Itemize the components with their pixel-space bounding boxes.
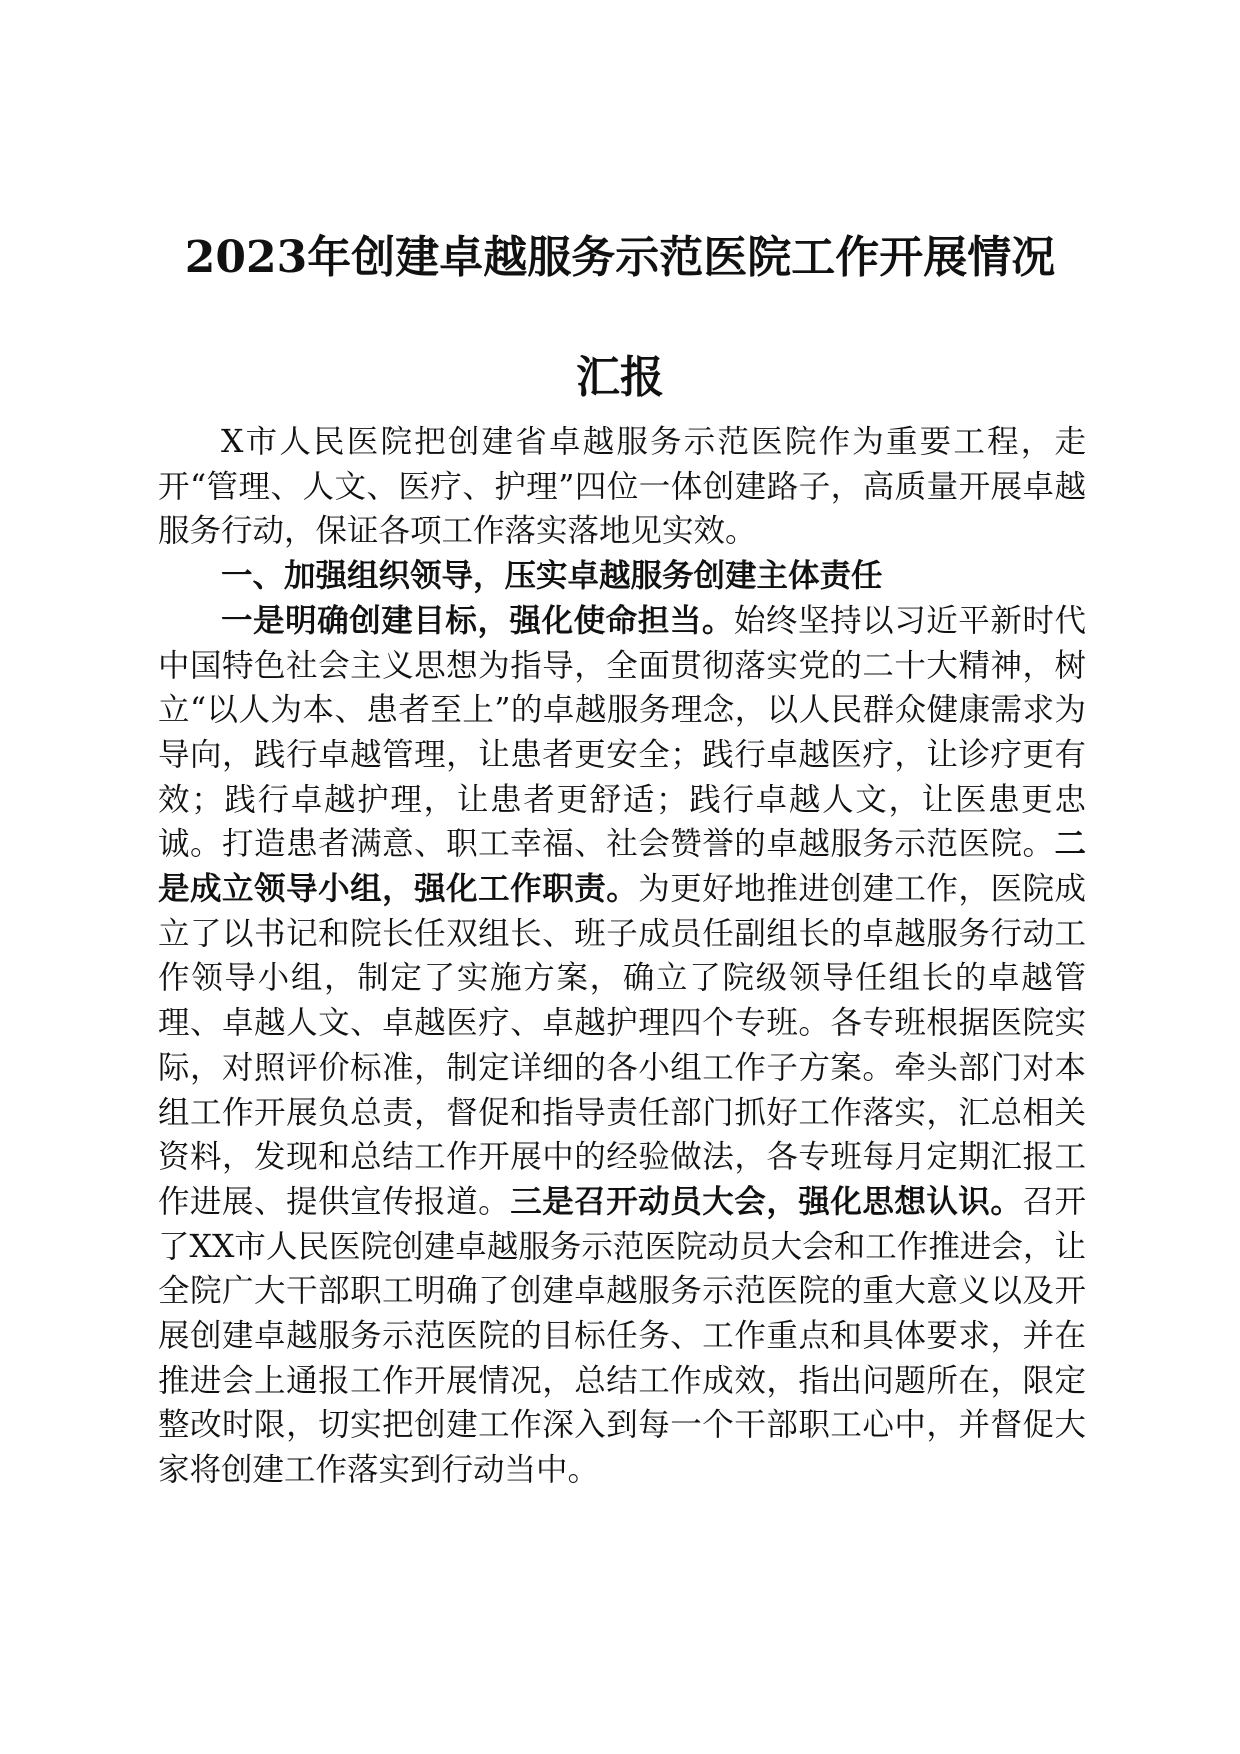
intro-paragraph: X市人民医院把创建省卓越服务示范医院作为重要工程，走开“管理、人文、医疗、护理”四位一体创建路子，高质量开展卓越服务行动，保证各项工作落实落地见实效。 bbox=[158, 424, 1086, 550]
document-title: 2023年创建卓越服务示范医院工作开展情况 bbox=[184, 232, 1056, 283]
document-body bbox=[158, 420, 1086, 1493]
point-2-text: 为更好地推进创建工作，医院成立了以书记和院长任双组长、班子成员任副组长的卓越服务行动工作领导小组，制定了实施方案，确立了院级领导任组长的卓越管理、卓越人文、卓越医疗、卓越护理四个专班。各专班根据医院实际，对照评价标准，制定详细的各小组工作子方案。牵头部门对本组工作开展负总责，督促和指导责任部门抓好工作落实，汇总相关资料，发现和总结工作开展中的经验做法，各专班每月定期汇报工作进展、提供宣传报道。 bbox=[158, 871, 1086, 1220]
point-1-text: 始终坚持以习近平新时代中国特色社会主义思想为指导，全面贯彻落实党的二十大精神，树立“以人为本、患者至上”的卓越服务理念，以人民群众健康需求为导向，践行卓越管理，让患者更安全；践行卓越医疗，让诊疗更有效；践行卓越护理，让患者更舒适；践行卓越人文，让医患更忠诚。打造患者满意、职工幸福、社会赞誉的卓越服务示范医院。 bbox=[158, 602, 1086, 863]
section-heading: 一、加强组织领导，压实卓越服务创建主体责任 bbox=[221, 557, 883, 595]
point-3-text: 召开了XX市人民医院创建卓越服务示范医院动员大会和工作推进会，让全院广大干部职工明确了创建卓越服务示范医院的重大意义以及开展创建卓越服务示范医院的目标任务、工作重点和具体要求，并在推进会上通报工作开展情况，总结工作成效，指出问题所在，限定整改时限，切实把创建工作深入到每一个干部职工心中，并督促大家将创建工作落实到行动当中。 bbox=[158, 1183, 1086, 1489]
point-2-lead: 二是成立领导小组，强化工作职责。 bbox=[158, 825, 1086, 908]
point-1-lead: 一是明确创建目标，强化使命担当。 bbox=[221, 601, 734, 639]
section-paragraph bbox=[158, 599, 1086, 1493]
document-title-continued: 汇报 bbox=[576, 352, 664, 403]
point-3-lead: 三是召开动员大会，强化思想认识。 bbox=[510, 1182, 1023, 1220]
